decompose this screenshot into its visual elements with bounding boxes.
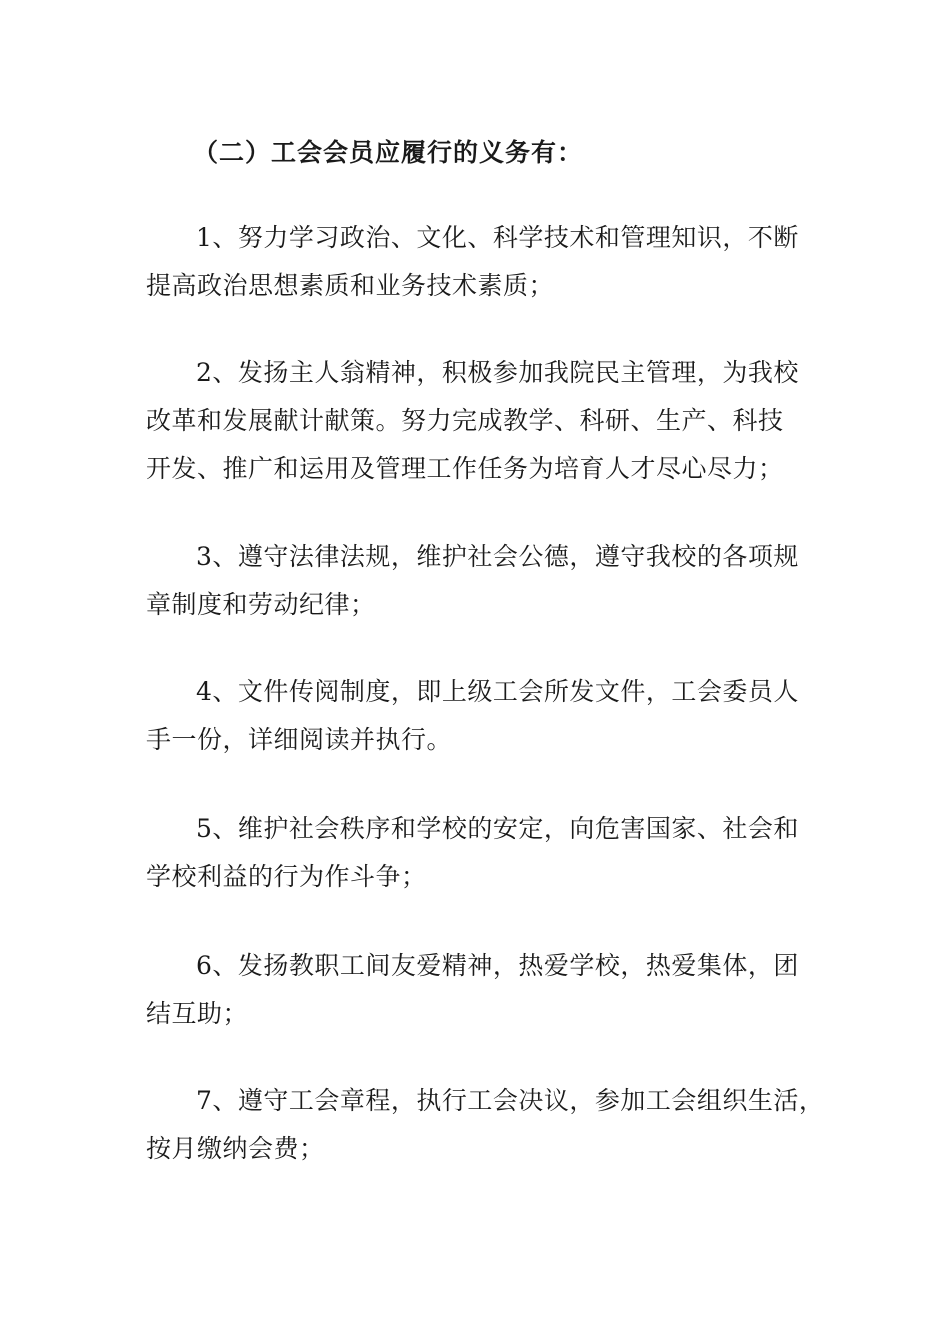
duty-item-3: [146, 533, 806, 629]
duty-item-line: 开发、推广和运用及管理工作任务为培育人才尽心尽力；: [146, 454, 784, 483]
duty-item-line: 3、遵守法律法规，维护社会公德，遵守我校的各项规: [196, 542, 799, 571]
duty-item-line: 4、文件传阅制度，即上级工会所发文件，工会委员人: [196, 677, 799, 706]
duty-item-line: 2、发扬主人翁精神，积极参加我院民主管理，为我校: [196, 358, 799, 387]
duty-item-7: [146, 1077, 825, 1173]
duty-item-line: 提高政治思想素质和业务技术素质；: [146, 271, 555, 300]
duty-item-line: 结互助；: [146, 999, 249, 1028]
duty-item-2: [146, 349, 806, 493]
duty-item-line: 5、维护社会秩序和学校的安定，向危害国家、社会和: [196, 814, 799, 843]
duty-item-5: [146, 805, 806, 901]
duty-item-4: [146, 668, 806, 764]
duty-item-line: 章制度和劳动纪律；: [146, 590, 376, 619]
duty-item-line: 手一份，详细阅读并执行。: [146, 725, 453, 754]
duty-item-line: 7、遵守工会章程，执行工会决议，参加工会组织生活，: [196, 1086, 825, 1115]
duty-item-line: 改革和发展献计献策。努力完成教学、科研、生产、科技: [146, 406, 784, 435]
duty-item-line: 1、努力学习政治、文化、科学技术和管理知识，不断: [196, 223, 799, 252]
duty-item-6: [146, 942, 806, 1038]
section-heading: （二）工会会员应履行的义务有：: [193, 138, 584, 167]
duty-item-line: 按月缴纳会费；: [146, 1134, 325, 1163]
duty-item-1: [146, 214, 806, 310]
duty-item-line: 6、发扬教职工间友爱精神，热爱学校，热爱集体，团: [196, 951, 799, 980]
duty-item-line: 学校利益的行为作斗争；: [146, 862, 427, 891]
